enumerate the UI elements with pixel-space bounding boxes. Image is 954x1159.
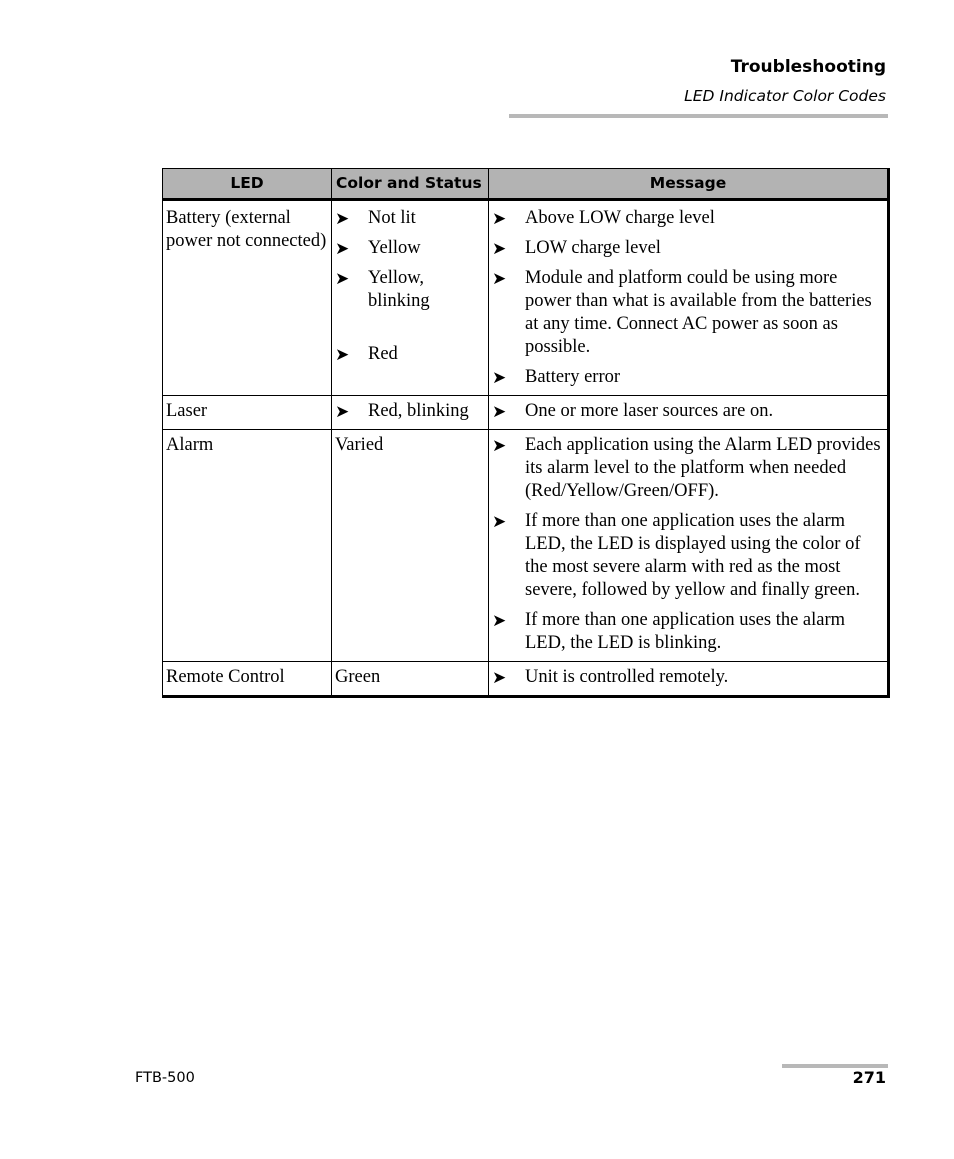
led-cell: Alarm: [163, 430, 332, 662]
table-row: [163, 200, 889, 396]
message-cell: [489, 430, 889, 662]
column-header-led: LED: [163, 169, 332, 200]
list-item: ➤ If more than one application uses the alarm LED, the LED is blinking.: [492, 610, 846, 653]
list-item: ➤ Each application using the Alarm LED provides its alarm level to the platform when needed (Red/Yellow/Green/OFF).: [492, 435, 881, 501]
column-header-message: Message: [489, 169, 889, 200]
arrow-bullet-icon: ➤: [492, 368, 507, 388]
list-item: ➤ Yellow, blinking: [335, 268, 430, 311]
list-item: ➤ LOW charge level: [492, 238, 661, 259]
list-item: ➤ One or more laser sources are on.: [492, 401, 774, 422]
status-cell: Varied: [332, 430, 489, 662]
list-item: ➤ Red: [335, 344, 398, 365]
message-cell: [489, 396, 889, 430]
list-item: ➤ Module and platform could be using more power than what is available from the batteries at any time. Connect AC power as soon as possible.: [492, 268, 872, 357]
list-item: ➤ Battery error: [492, 367, 621, 388]
list-item: ➤ If more than one application uses the alarm LED, the LED is displayed using the color of the most severe alarm with red as the most severe, followed by yellow and finally green.: [492, 511, 861, 600]
table-header-row: [163, 169, 889, 200]
list-item: ➤ Not lit: [335, 208, 416, 229]
status-cell: [332, 396, 489, 430]
arrow-bullet-icon: ➤: [492, 668, 507, 688]
list-item: ➤ Yellow: [335, 238, 421, 259]
arrow-bullet-icon: ➤: [492, 209, 507, 229]
message-cell: [489, 662, 889, 697]
column-header-color-status: Color and Status: [332, 169, 489, 200]
arrow-bullet-icon: ➤: [335, 269, 350, 289]
section-title: Troubleshooting: [730, 57, 886, 77]
arrow-bullet-icon: ➤: [492, 512, 507, 532]
arrow-bullet-icon: ➤: [492, 611, 507, 631]
list-item: ➤ Above LOW charge level: [492, 208, 715, 229]
arrow-bullet-icon: ➤: [492, 269, 507, 289]
list-item: ➤ Red, blinking: [335, 401, 469, 422]
status-cell: Green: [332, 662, 489, 697]
arrow-bullet-icon: ➤: [492, 436, 507, 456]
arrow-bullet-icon: ➤: [335, 402, 350, 422]
page-number: 271: [852, 1068, 886, 1087]
table-row: [163, 396, 889, 430]
header-rule: [509, 114, 888, 118]
section-subtitle: LED Indicator Color Codes: [684, 87, 886, 105]
table-row: [163, 662, 889, 697]
status-cell: [332, 200, 489, 396]
arrow-bullet-icon: ➤: [492, 239, 507, 259]
arrow-bullet-icon: ➤: [335, 239, 350, 259]
arrow-bullet-icon: ➤: [335, 345, 350, 365]
led-cell: Battery (external power not connected): [163, 200, 332, 396]
led-color-table: [162, 168, 890, 698]
table-row: [163, 430, 889, 662]
led-cell: Laser: [163, 396, 332, 430]
led-cell: Remote Control: [163, 662, 332, 697]
list-item: ➤ Unit is controlled remotely.: [492, 667, 729, 688]
arrow-bullet-icon: ➤: [492, 402, 507, 422]
arrow-bullet-icon: ➤: [335, 209, 350, 229]
message-cell: [489, 200, 889, 396]
product-name: FTB-500: [135, 1070, 195, 1086]
